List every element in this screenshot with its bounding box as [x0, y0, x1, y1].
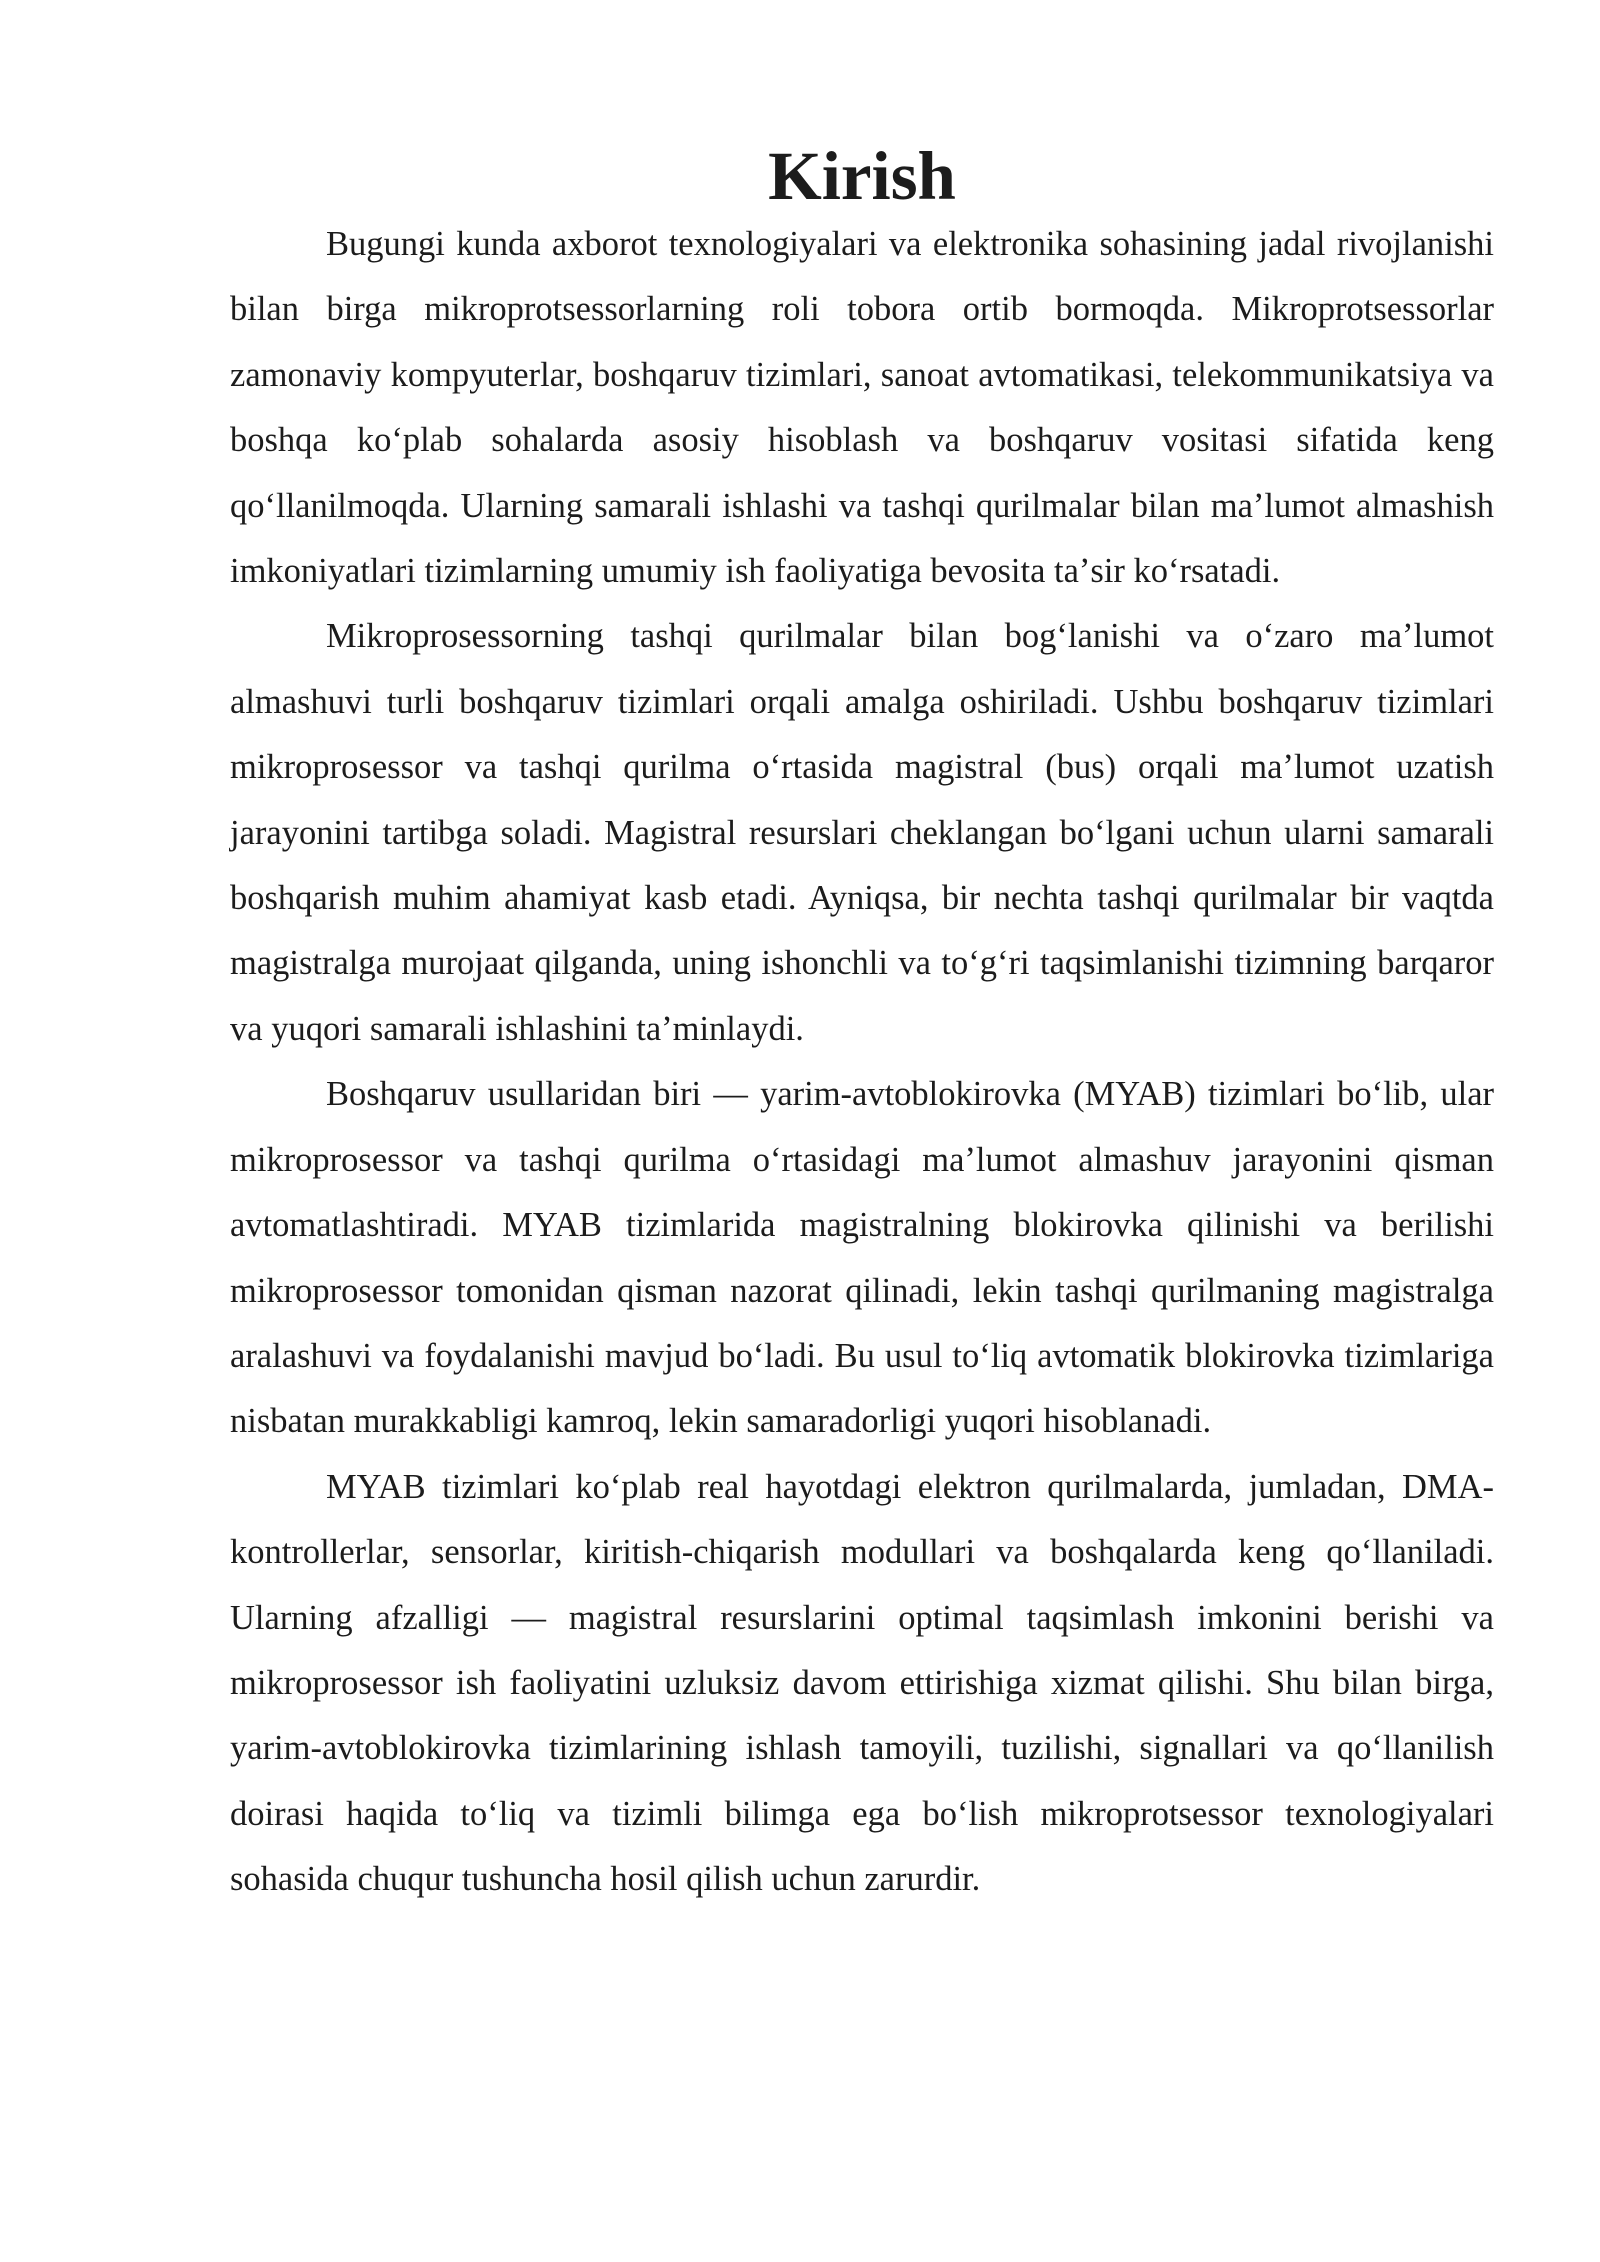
paragraph-2: Mikroprosessorning tashqi qurilmalar bilan bogʻlanishi va oʻzaro maʼlumot almashuvi turli boshqaruv tizimlari orqali amalga oshiriladi. Ushbu boshqaruv tizimlari mikroprosessor va tashqi qurilma oʻrtasida magistral (bus) orqali maʼlumot uzatish jarayonini tartibga soladi. Magistral resurslari cheklangan boʻlgani uchun ularni samarali boshqarish muhim ahamiyat kasb etadi. Ayniqsa, bir nechta tashqi qurilmalar bir vaqtda magistralga murojaat qilganda, uning ishonchli va toʻgʻri taqsimlanishi tizimning barqaror va yuqori samarali ishlashini taʼminlaydi. [230, 617, 1494, 1048]
paragraph-3: Boshqaruv usullaridan biri — yarim-avtoblokirovka (MYAB) tizimlari boʻlib, ular mikroprosessor va tashqi qurilma oʻrtasidagi maʼlumot almashuv jarayonini qisman avtomatlashtiradi. MYAB tizimlarida magistralning blokirovka qilinishi va berilishi mikroprosessor tomonidan qisman nazorat qilinadi, lekin tashqi qurilmaning magistralga aralashuvi va foydalanishi mavjud boʻladi. Bu usul toʻliq avtomatik blokirovka tizimlariga nisbatan murakkabligi kamroq, lekin samaradorligi yuqori hisoblanadi. [230, 1075, 1494, 1441]
paragraph-1: Bugungi kunda axborot texnologiyalari va elektronika sohasining jadal rivojlanishi bilan birga mikroprotsessorlarning roli tobora ortib bormoqda. Mikroprotsessorlar zamonaviy kompyuterlar, boshqaruv tizimlari, sanoat avtomatikasi, telekommunikatsiya va boshqa koʻplab sohalarda asosiy hisoblash va boshqaruv vositasi sifatida keng qoʻllanilmoqda. Ularning samarali ishlashi va tashqi qurilmalar bilan maʼlumot almashish imkoniyatlari tizimlarning umumiy ish faoliyatiga bevosita taʼsir koʻrsatadi. [230, 225, 1494, 591]
page-title: Kirish [768, 138, 956, 214]
paragraph-4: MYAB tizimlari koʻplab real hayotdagi elektron qurilmalarda, jumladan, DMA-kontrollerlar, sensorlar, kiritish-chiqarish modullari va boshqalarda keng qoʻllaniladi. Ularning afzalligi — magistral resurslarini optimal taqsimlash imkonini berishi va mikroprosessor ish faoliyatini uzluksiz davom ettirishiga xizmat qilishi. Shu bilan birga, yarim-avtoblokirovka tizimlarining ishlash tamoyili, tuzilishi, signallari va qoʻllanilish doirasi haqida toʻliq va tizimli bilimga ega boʻlish mikroprotsessor texnologiyalari sohasida chuqur tushuncha hosil qilish uchun zarurdir. [230, 1467, 1494, 1899]
document-body [230, 140, 1494, 1913]
